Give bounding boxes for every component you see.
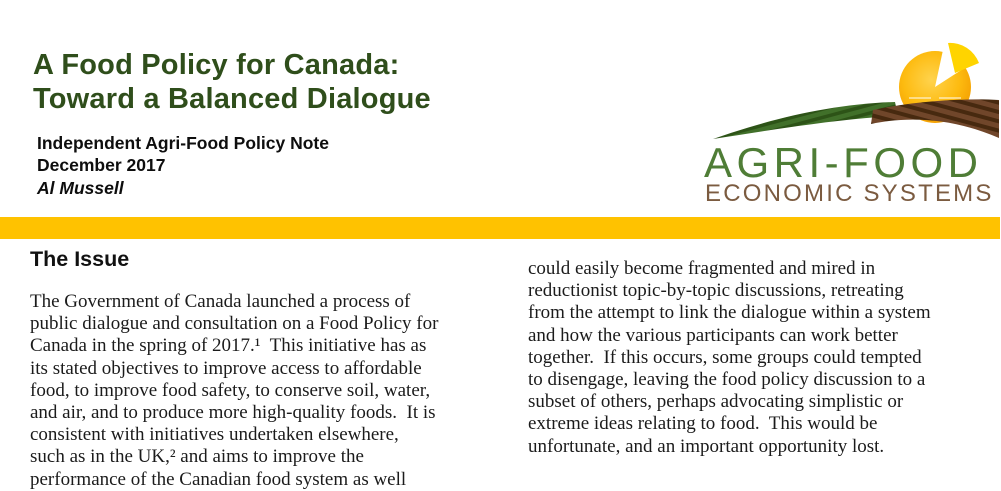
left-column-text [30,291,490,491]
text-line: The Government of Canada launched a process of [30,291,411,312]
text-line: consistent with initiatives undertaken elsewhere, [30,424,399,446]
logo-tagline: ECONOMIC SYSTEMS [705,180,994,207]
text-line: from the attempt to link the dialogue within a system [528,302,931,324]
text-line: and how the various participants can work better [528,324,898,346]
text-line: could easily become fragmented and mired in [528,258,876,279]
logo-wordmark: AGRI-FOOD [704,139,983,186]
text-line: Canada in the spring of 2017.¹ This initiative has as [30,335,427,357]
divider-bar [0,217,1000,239]
text-line: unfortunate, and an important opportunity lost. [528,435,885,457]
text-line: subset of others, perhaps advocating simplistic or [528,391,904,413]
title-line-2: Toward a Balanced Dialogue [33,83,431,115]
author-label: Al Mussell [37,177,124,198]
document-meta [37,132,329,199]
series-label: Independent Agri-Food Policy Note [37,133,329,153]
date-label: December 2017 [37,155,166,176]
company-logo [703,40,1000,208]
text-line: such as in the UK,² and aims to improve the [30,446,364,468]
text-line: public dialogue and consultation on a Food Policy for [30,313,439,335]
text-line: and air, and to produce more high-quality foods. It is [30,402,436,424]
green-hill-shape [713,102,898,139]
right-column-text [528,258,990,458]
text-line: performance of the Canadian food system as well [30,468,407,490]
sun-over-fields-icon [703,40,1000,140]
text-line: together. If this occurs, some groups could tempted [528,346,922,368]
text-line: extreme ideas relating to food. This would be [528,413,878,435]
text-line: to disengage, leaving the food policy discussion to a [528,369,926,391]
text-line: reductionist topic-by-topic discussions, retreating [528,280,904,302]
document-title [33,48,431,116]
text-line: food, to improve food safety, to conserve soil, water, [30,379,431,401]
title-line-1: A Food Policy for Canada: [33,49,400,81]
text-line: its stated objectives to improve access to affordable [30,357,422,379]
section-heading: The Issue [30,247,130,271]
